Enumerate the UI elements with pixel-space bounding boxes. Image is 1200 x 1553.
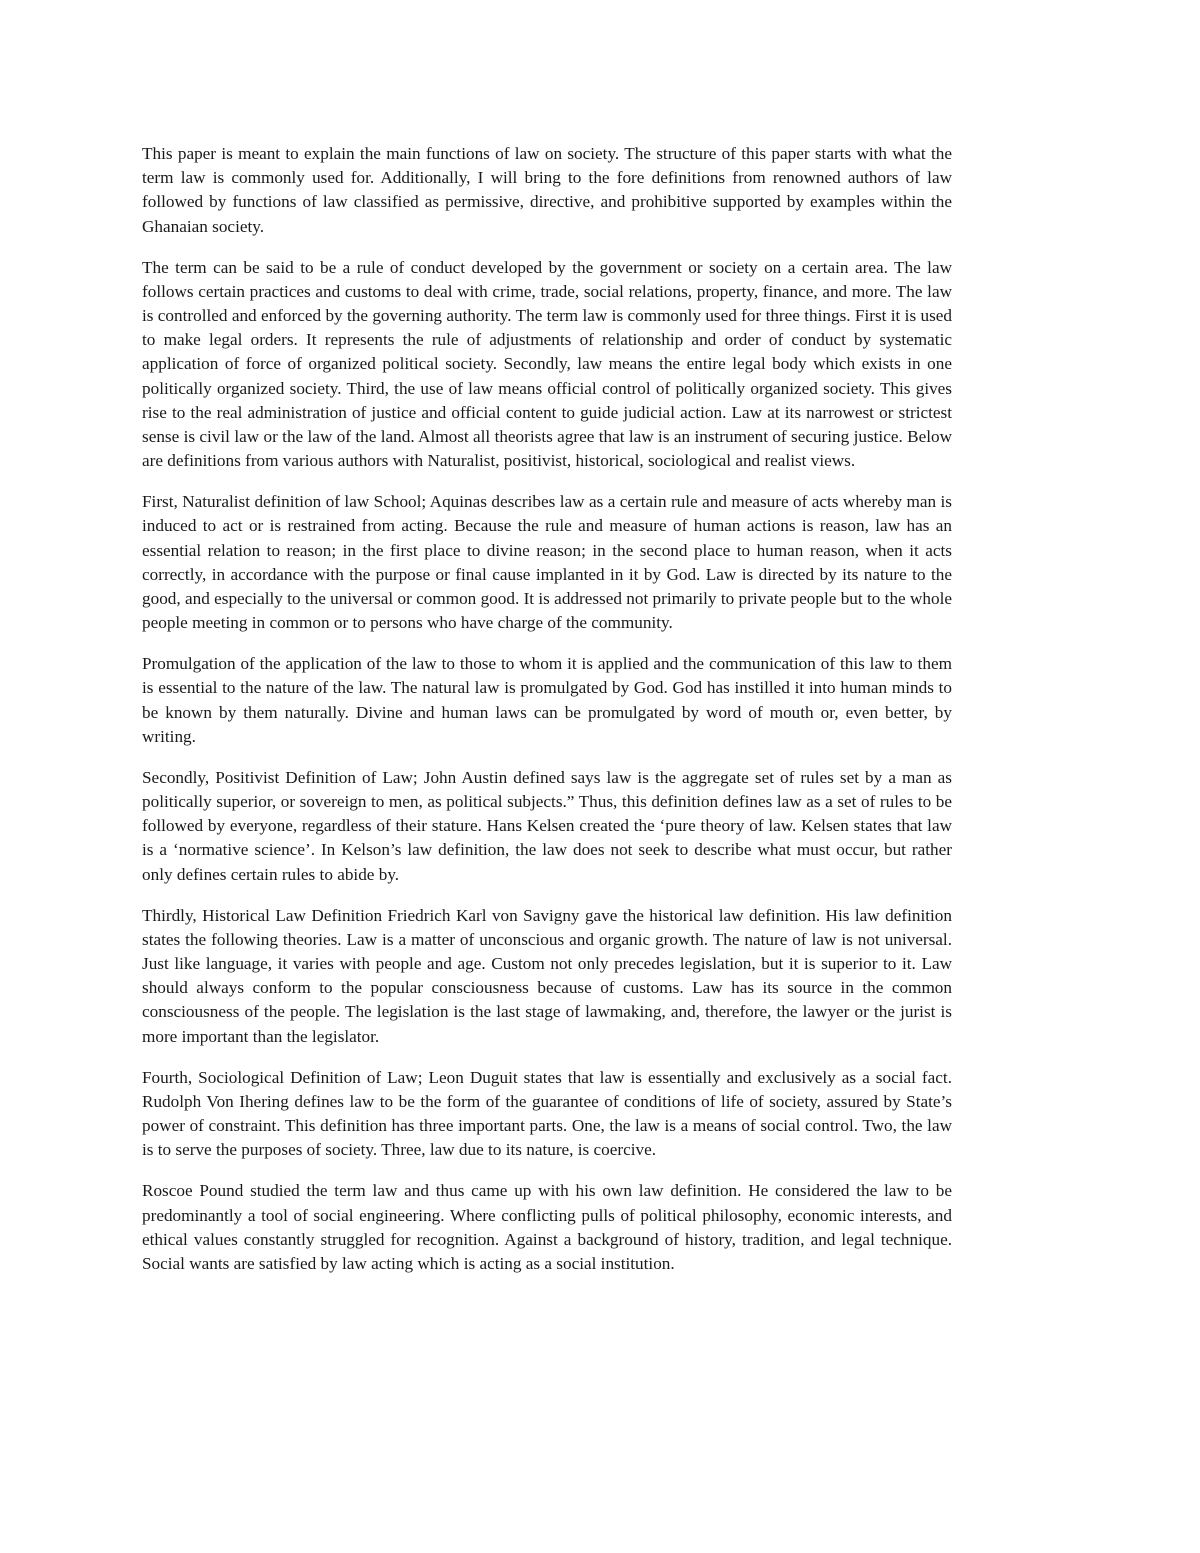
- paragraph-sociological: Fourth, Sociological Definition of Law; Leon Duguit states that law is essentially and exclusively as a social fact. Rudolph Von Ihering defines law to be the form of the guarantee of conditions of life of society, assured by State’s power of constraint. This definition has three important parts. One, the law is a means of social control. Two, the law is to serve the purposes of society. Three, law due to its nature, is coercive.: [142, 1067, 952, 1160]
- paragraph-roscoe-pound: Roscoe Pound studied the term law and thus came up with his own law definition. He considered the law to be predominantly a tool of social engineering. Where conflicting pulls of political philosophy, economic interests, and ethical values constantly struggled for recognition. Against a background of history, tradition, and legal technique. Social wants are satisfied by law acting which is acting as a social institution.: [142, 1181, 952, 1273]
- paragraph-positivist: Secondly, Positivist Definition of Law; John Austin defined says law is the aggregate set of rules set by a man as politically superior, or sovereign to men, as political subjects.” Thus, this definition defines law as a set of rules to be followed by everyone, regardless of their stature. Hans Kelsen created the ‘pure theory of law. Kelsen states that law is a ‘normative science’. In Kelson’s law definition, the law does not seek to describe what must occur, but rather only defines certain rules to abide by.: [142, 767, 952, 884]
- paragraph-historical: Thirdly, Historical Law Definition Friedrich Karl von Savigny gave the historical law definition. His law definition states the following theories. Law is a matter of unconscious and organic growth. The nature of law is not universal. Just like language, it varies with people and age. Custom not only precedes legislation, but it is superior to it. Law should always conform to the popular consciousness because of customs. Law has its source in the common consciousness of the people. The legislation is the last stage of lawmaking, and, therefore, the lawyer or the jurist is more important than the legislator.: [142, 905, 952, 1046]
- paragraph-promulgation: Promulgation of the application of the law to those to whom it is applied and the communication of this law to them is essential to the nature of the law. The natural law is promulgated by God. God has instilled it into human minds to be known by them naturally. Divine and human laws can be promulgated by word of mouth or, even better, by writing.: [142, 654, 952, 746]
- paragraph-intro: This paper is meant to explain the main functions of law on society. The structure of this paper starts with what the term law is commonly used for. Additionally, I will bring to the fore definitions from renowned authors of law followed by functions of law classified as permissive, directive, and prohibitive supported by examples within the Ghanaian society.: [142, 144, 952, 236]
- document-body: [142, 142, 952, 1293]
- paragraph-naturalist: First, Naturalist definition of law School; Aquinas describes law as a certain rule and measure of acts whereby man is induced to act or is restrained from acting. Because the rule and measure of human actions is reason, law has an essential relation to reason; in the first place to divine reason; in the second place to human reason, when it acts correctly, in accordance with the purpose or final cause implanted in it by God. Law is directed by its nature to the good, and especially to the universal or common good. It is addressed not primarily to private people but to the whole people meeting in common or to persons who have charge of the community.: [142, 492, 952, 633]
- paragraph-term-definition: The term can be said to be a rule of conduct developed by the government or society on a certain area. The law follows certain practices and customs to deal with crime, trade, social relations, property, finance, and more. The law is controlled and enforced by the governing authority. The term law is commonly used for three things. First it is used to make legal orders. It represents the rule of adjustments of relationship and order of conduct by systematic application of force of organized political society. Secondly, law means the entire legal body which exists in one politically organized society. Third, the use of law means official control of politically organized society. This gives rise to the real administration of justice and official content to guide judicial action. Law at its narrowest or strictest sense is civil law or the law of the land. Almost all theorists agree that law is an instrument of securing justice. Below are definitions from various authors with Naturalist, positivist, historical, sociological and realist views.: [142, 257, 952, 471]
